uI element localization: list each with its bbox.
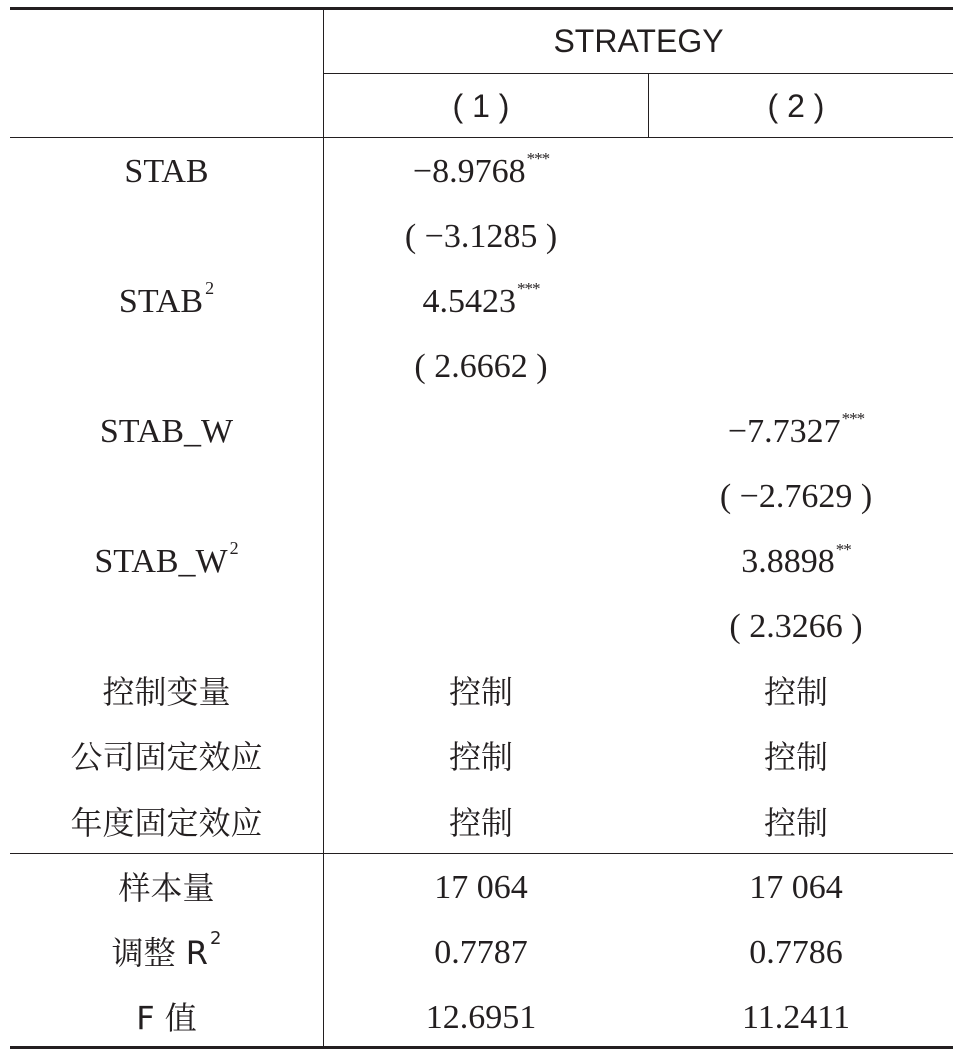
row-9-label <box>10 725 323 790</box>
row-7-label <box>10 595 323 660</box>
row-10-label-text: 年度固定效应 <box>70 803 263 842</box>
row-2-col1-text: 4.5423 <box>422 282 516 320</box>
row-2-col1 <box>324 269 638 334</box>
row-0-col1-text: −8.9768 <box>412 152 526 190</box>
row-2-label-text: STAB <box>118 282 204 320</box>
column-group-header: STRATEGY <box>553 23 724 59</box>
row-6-col2-text: 3.8898 <box>741 543 835 581</box>
row-10-col2-text: 控制 <box>763 803 828 842</box>
row-8-col1-text: 控制 <box>448 673 513 712</box>
row-0-col2 <box>639 139 953 204</box>
stat-1-col2 <box>639 920 953 985</box>
stat-1-label <box>10 920 323 985</box>
row-8-col2 <box>639 660 953 725</box>
row-10-col1-text: 控制 <box>448 803 513 842</box>
row-8-col1 <box>324 660 638 725</box>
row-5-col2-text: ( −2.7629 ) <box>719 478 873 516</box>
row-1-col1 <box>324 204 638 269</box>
row-9-col1 <box>324 725 638 790</box>
regression-table <box>10 0 953 1056</box>
row-10-col1 <box>324 790 638 855</box>
row-9-col1-text: 控制 <box>448 738 513 777</box>
row-2-col1-significance-stars: *** <box>517 279 540 299</box>
stat-1-col2-text: 0.7786 <box>749 933 843 971</box>
row-0-col1-significance-stars: *** <box>526 149 550 169</box>
row-8-col2-text: 控制 <box>763 673 828 712</box>
row-10-label <box>10 790 323 855</box>
row-7-col1 <box>324 595 638 660</box>
row-3-col1 <box>324 334 638 399</box>
row-6-label <box>10 530 323 595</box>
stat-1-label-superscript: 2 <box>209 927 222 949</box>
row-9-col2 <box>639 725 953 790</box>
row-4-col2 <box>639 399 953 464</box>
row-4-col2-significance-stars: *** <box>841 409 865 429</box>
stat-2-col2-text: 11.2411 <box>742 998 850 1036</box>
row-1-label <box>10 204 323 269</box>
row-8-label <box>10 660 323 725</box>
stat-0-col2 <box>639 855 953 920</box>
row-3-col2 <box>639 334 953 399</box>
row-2-label-superscript: 2 <box>205 277 215 298</box>
stat-0-col1 <box>324 855 638 920</box>
row-5-col2 <box>639 465 953 530</box>
row-4-col2-text: −7.7327 <box>727 412 841 450</box>
row-10-col2 <box>639 790 953 855</box>
stat-0-label <box>10 855 323 920</box>
stat-2-col1 <box>324 985 638 1050</box>
row-8-label-text: 控制变量 <box>102 673 231 712</box>
row-6-col1 <box>324 530 638 595</box>
row-0-col1 <box>324 139 638 204</box>
row-4-label-text: STAB_W <box>99 412 234 450</box>
row-1-col1-text: ( −3.1285 ) <box>404 217 558 255</box>
stat-0-col2-text: 17 064 <box>749 868 843 906</box>
row-6-label-text: STAB_W <box>94 543 228 581</box>
stat-1-col1 <box>324 920 638 985</box>
row-4-label <box>10 399 323 464</box>
column-header-2: ( 2 ) <box>767 87 825 124</box>
row-6-label-superscript: 2 <box>229 538 239 559</box>
stat-2-col1-text: 12.6951 <box>425 998 537 1036</box>
row-3-col1-text: ( 2.6662 ) <box>414 347 548 385</box>
row-9-label-text: 公司固定效应 <box>70 738 263 777</box>
row-6-col2 <box>639 530 953 595</box>
row-7-col2 <box>639 595 953 660</box>
row-0-label-text: STAB <box>124 152 209 190</box>
row-0-label <box>10 139 323 204</box>
row-9-col2-text: 控制 <box>763 738 828 777</box>
stat-0-col1-text: 17 064 <box>434 868 528 906</box>
row-5-col1 <box>324 465 638 530</box>
stat-1-label-text: 调整 R <box>111 933 208 972</box>
row-7-col2-text: ( 2.3266 ) <box>729 608 863 646</box>
stat-2-label-text: F 值 <box>136 998 197 1037</box>
row-2-label <box>10 269 323 334</box>
stat-2-label <box>10 985 323 1050</box>
row-6-col2-significance-stars: ** <box>835 539 851 559</box>
row-4-col1 <box>324 399 638 464</box>
row-5-label <box>10 465 323 530</box>
column-header-1: ( 1 ) <box>452 87 510 124</box>
stat-1-col1-text: 0.7787 <box>434 933 528 971</box>
row-2-col2 <box>639 269 953 334</box>
row-3-label <box>10 334 323 399</box>
stat-2-col2 <box>639 985 953 1050</box>
row-1-col2 <box>639 204 953 269</box>
stat-0-label-text: 样本量 <box>118 868 215 907</box>
